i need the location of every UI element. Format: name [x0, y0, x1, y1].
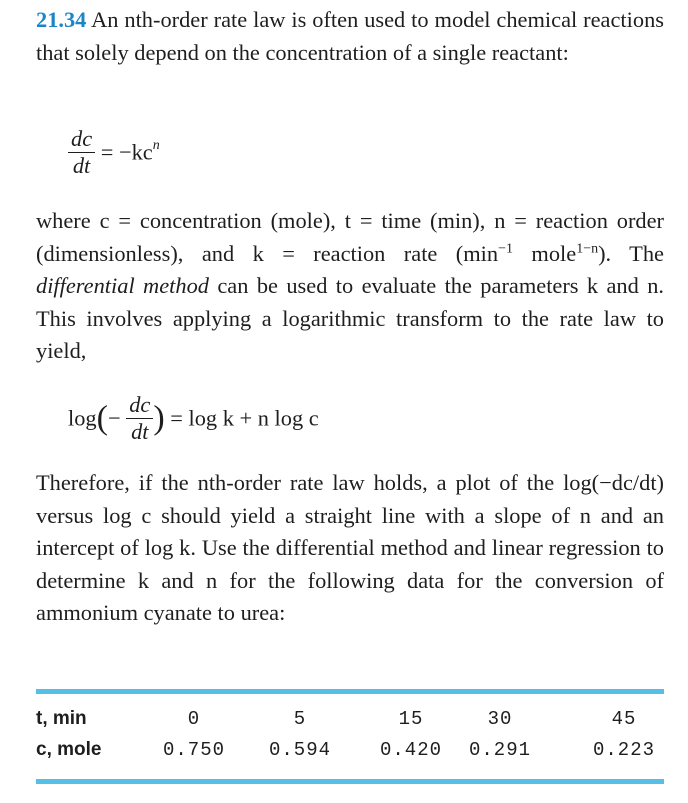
c-cell: 0.223 [592, 739, 655, 761]
eq1-exponent: n [152, 138, 160, 154]
t-cell: 5 [293, 708, 307, 730]
para2-part-c: ). The [598, 240, 664, 266]
eq2-log: log [68, 405, 97, 431]
eq1-numerator: dc [68, 126, 95, 153]
instructions-paragraph: Therefore, if the nth-order rate law holds, a plot of the log(−dc/dt) versus log c should yield a straight line with a slope of n and an intercept of log k. Use the differential method and linear regression to determine k and n for the following data for the conversion of ammonium cyanate to urea: [36, 470, 664, 625]
eq1-rhs: = −kc [100, 139, 153, 165]
t-cell: 0 [187, 708, 201, 730]
eq2-numerator: dc [126, 392, 153, 419]
eq2-minus: − [107, 405, 121, 431]
c-label: c, mole [36, 739, 102, 760]
t-cell: 30 [487, 708, 513, 730]
problem-intro [36, 4, 664, 69]
para2-part-a: where c = concentration (mole), t = time (min), n = reaction order (dimensionless), and k = reaction rate (min [36, 208, 664, 266]
right-paren: ) [153, 399, 165, 437]
eq2-denominator: dt [131, 419, 149, 444]
rate-law-equation [68, 126, 160, 179]
intro-text: An nth-order rate law is often used to model chemical reactions that solely depend on the concentration of a single reactant: [36, 7, 664, 65]
c-cell: 0.291 [468, 739, 531, 761]
log-transform-equation [68, 392, 319, 445]
eq1-denominator: dt [72, 153, 91, 178]
problem-number: 21.34 [36, 7, 87, 32]
para2-part-b: mole [512, 240, 577, 266]
table-bottom-rule [36, 779, 664, 784]
left-paren: ( [96, 399, 108, 437]
para2-part-d: can be used to evaluate the parameters k and n. This involves applying a logarithmic transform to the rate law to yield, [36, 273, 665, 363]
t-cell: 45 [611, 708, 637, 730]
definitions-paragraph [36, 205, 664, 368]
table-row-c [36, 739, 664, 767]
table-top-rule [36, 689, 664, 694]
c-cell: 0.594 [268, 739, 331, 761]
para2-exp1: −1 [498, 241, 513, 257]
c-cell: 0.420 [379, 739, 442, 761]
differential-method-term: differential method [36, 273, 209, 298]
c-cell: 0.750 [162, 739, 225, 761]
t-label: t, min [36, 708, 87, 729]
para2-exp2: 1−n [576, 241, 599, 257]
dc-dt-fraction [68, 126, 95, 179]
t-cell: 15 [398, 708, 424, 730]
eq2-fraction [126, 392, 153, 445]
table-row-t [36, 708, 664, 736]
eq2-rhs: = log k + n log c [170, 405, 319, 431]
